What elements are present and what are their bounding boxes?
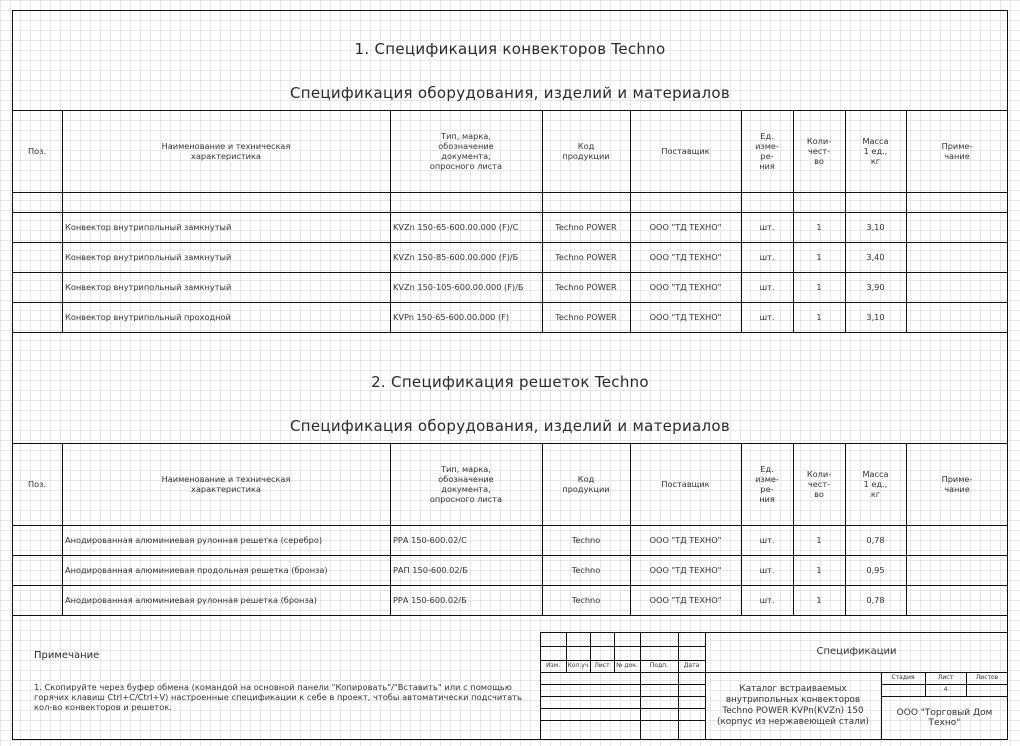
- cell-unit: шт.: [759, 312, 775, 322]
- table1-rule: [12, 192, 1008, 193]
- cell-unit: шт.: [759, 565, 775, 575]
- cell-type: РАП 150-600.02/Б: [393, 565, 468, 575]
- cell-note: [906, 525, 1008, 555]
- cell-note: [906, 272, 1008, 302]
- cell-name: Конвектор внутрипольный замкнутый: [65, 252, 232, 262]
- cell-type: РРА 150-600.02/C: [393, 535, 467, 545]
- table2-header-name: Наименование и техническая характеристика: [161, 474, 291, 494]
- cell-mass: 3,10: [866, 312, 885, 322]
- table1-header-supplier: Поставщик: [661, 146, 710, 156]
- cell-mass: 0,78: [866, 535, 885, 545]
- cell-type: KVZn 150-85-600.00.000 (F)/Б: [393, 252, 519, 262]
- stamp-col-koluch: Кол.уч: [567, 662, 589, 669]
- section2-title: 2. Спецификация решеток Techno: [371, 373, 649, 391]
- notes-text: 1. Скопируйте через буфер обмена (командой на основной панели "Копировать"/"Вставить" или с помощью горячих клавиш Ctrl+C/Ctrl+V) настроенные спецификации к себе в проект, чтобы автоматически подсчитать кол-во конвекторов и решеток.: [34, 682, 522, 712]
- stamp-stage-label: Стадия: [891, 674, 915, 681]
- section1-title: 1. Спецификация конвекторов Techno: [354, 40, 666, 58]
- cell-type: KVZn 150-65-600.00.000 (F)/C: [393, 222, 519, 232]
- cell-unit: шт.: [759, 595, 775, 605]
- cell-supplier: ООО "ТД ТЕХНО": [649, 595, 722, 605]
- table1-header-pos: Поз.: [27, 146, 47, 156]
- table1-header-qty: Коли- чест- во: [806, 136, 832, 166]
- table1-header-mass: Масса 1 ед., кг: [862, 136, 889, 166]
- cell-supplier: ООО "ТД ТЕХНО": [649, 312, 722, 322]
- table2-header-note: Приме- чание: [941, 474, 973, 494]
- table1-header-note: Приме- чание: [941, 141, 973, 161]
- stamp-company: ООО "Торговый Дом Техно": [896, 708, 993, 728]
- cell-type: РРА 150-600.02/Б: [393, 595, 467, 605]
- cell-qty: 1: [816, 252, 822, 262]
- stamp-sheets-label: Листов: [975, 674, 999, 681]
- cell-qty: 1: [816, 312, 822, 322]
- section2-subtitle: Спецификация оборудования, изделий и материалов: [289, 417, 731, 435]
- cell-code: Techno POWER: [555, 252, 617, 262]
- cell-mass: 3,10: [866, 222, 885, 232]
- cell-supplier: ООО "ТД ТЕХНО": [649, 535, 722, 545]
- cell-pos: [12, 242, 62, 272]
- table2-rule: [12, 615, 1008, 616]
- cell-supplier: ООО "ТД ТЕХНО": [649, 252, 722, 262]
- table1-rule: [12, 332, 1008, 333]
- cell-qty: 1: [816, 595, 822, 605]
- cell-mass: 0,78: [866, 595, 885, 605]
- cell-type: KVPn 150-65-600.00.000 (F): [393, 312, 510, 322]
- cell-unit: шт.: [759, 535, 775, 545]
- cell-note: [906, 242, 1008, 272]
- table2-header-mass: Масса 1 ед., кг: [862, 469, 889, 499]
- cell-code: Techno POWER: [555, 222, 617, 232]
- stamp-col-izm: Изм.: [545, 662, 561, 669]
- cell-pos: [12, 555, 62, 585]
- cell-code: Techno: [571, 535, 601, 545]
- cell-type: KVZn 150-105-600.00.000 (F)/Б: [393, 282, 524, 292]
- stamp-description: Каталог встраиваемых внутрипольных конвекторов Techno POWER KVPn(KVZn) 150 (корпус из нержавеющей стали): [717, 684, 869, 727]
- stamp-sheet-label: Лист: [937, 674, 954, 681]
- cell-supplier: ООО "ТД ТЕХНО": [649, 222, 722, 232]
- cell-mass: 3,90: [866, 282, 885, 292]
- notes-title: Примечание: [34, 650, 100, 661]
- cell-unit: шт.: [759, 252, 775, 262]
- cell-unit: шт.: [759, 282, 775, 292]
- table2-header-qty: Коли- чест- во: [806, 469, 832, 499]
- cell-qty: 1: [816, 222, 822, 232]
- stamp-col-podp: Подп.: [649, 662, 669, 669]
- cell-pos: [12, 302, 62, 332]
- cell-mass: 0,95: [866, 565, 885, 575]
- cell-name: Анодированная алюминиевая рулонная решетка (бронза): [65, 595, 317, 605]
- cell-supplier: ООО "ТД ТЕХНО": [649, 282, 722, 292]
- cell-name: Конвектор внутрипольный замкнутый: [65, 282, 232, 292]
- cell-code: Techno: [571, 595, 601, 605]
- table2-header-pos: Поз.: [27, 479, 47, 489]
- table1-header-code: Код продукции: [562, 141, 610, 161]
- cell-code: Techno: [571, 565, 601, 575]
- table2-header-code: Код продукции: [562, 474, 610, 494]
- cell-name: Конвектор внутрипольный замкнутый: [65, 222, 232, 232]
- table1-header-type: Тип, марка, обозначение документа, опросного листа: [429, 131, 503, 171]
- cell-note: [906, 212, 1008, 242]
- cell-note: [906, 585, 1008, 615]
- cell-code: Techno POWER: [555, 312, 617, 322]
- cell-qty: 1: [816, 535, 822, 545]
- stamp-col-list: Лист: [594, 662, 610, 669]
- cell-mass: 3,40: [866, 252, 885, 262]
- cell-pos: [12, 525, 62, 555]
- cell-pos: [12, 272, 62, 302]
- cell-name: Конвектор внутрипольный проходной: [65, 312, 231, 322]
- stamp-col-ndok: № док.: [616, 662, 638, 669]
- cell-unit: шт.: [759, 222, 775, 232]
- cell-pos: [12, 212, 62, 242]
- table2-header-type: Тип, марка, обозначение документа, опросного листа: [429, 464, 503, 504]
- cell-name: Анодированная алюминиевая продольная решетка (бронза): [65, 565, 328, 575]
- table1-header-name: Наименование и техническая характеристика: [161, 141, 291, 161]
- stamp-sheet: 4: [943, 686, 948, 693]
- cell-note: [906, 302, 1008, 332]
- cell-qty: 1: [816, 565, 822, 575]
- cell-qty: 1: [816, 282, 822, 292]
- cell-name: Анодированная алюминиевая рулонная решетка (серебро): [65, 535, 323, 545]
- section1-subtitle: Спецификация оборудования, изделий и материалов: [289, 84, 731, 102]
- cell-code: Techno POWER: [555, 282, 617, 292]
- stamp-col-data: Дата: [683, 662, 700, 669]
- stamp-sheets: [966, 684, 1008, 696]
- table2-header-unit: Ед. изме- ре- ния: [755, 464, 779, 504]
- cell-note: [906, 555, 1008, 585]
- cell-supplier: ООО "ТД ТЕХНО": [649, 565, 722, 575]
- stamp-stage: [881, 684, 925, 696]
- table1-header-unit: Ед. изме- ре- ния: [755, 131, 779, 171]
- table2-header-supplier: Поставщик: [661, 479, 710, 489]
- cell-pos: [12, 585, 62, 615]
- stamp-doc-title: Спецификации: [816, 646, 897, 657]
